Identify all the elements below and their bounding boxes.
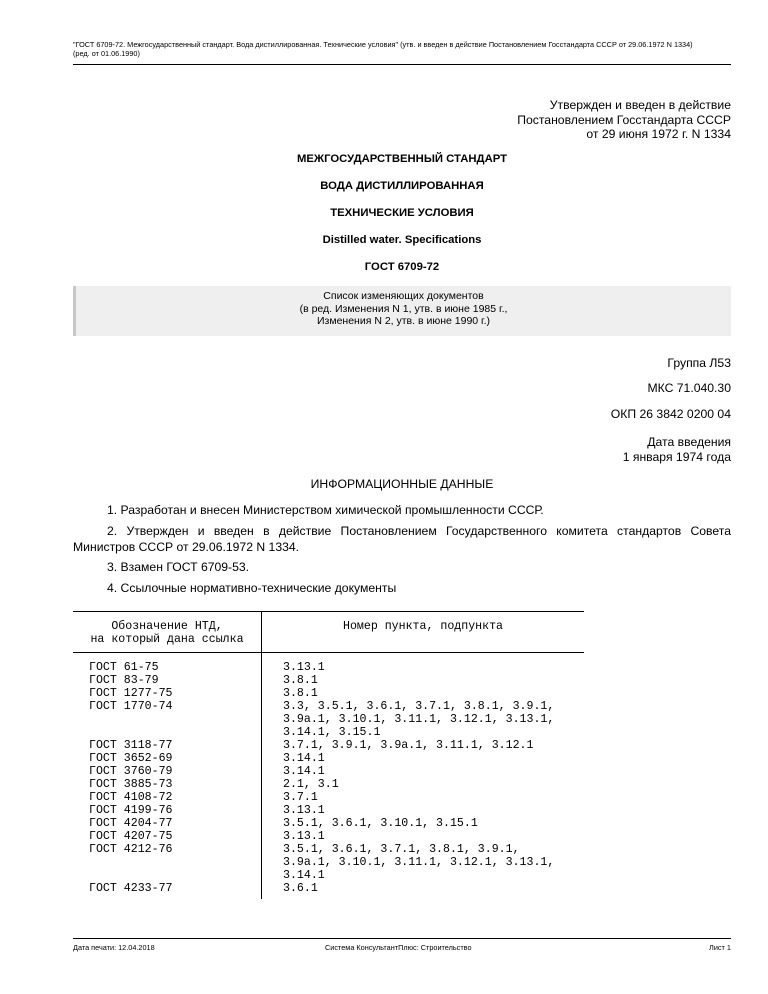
ntd-designation: ГОСТ 61-75 — [89, 661, 159, 674]
approval-line-3: от 29 июня 1972 г. N 1334 — [586, 127, 731, 141]
title-interstate-standard: МЕЖГОСУДАРСТВЕННЫЙ СТАНДАРТ — [296, 153, 508, 165]
clause-numbers: 2.1, 3.1 — [283, 778, 339, 791]
table-header-ntd-line-2: на который дана ссылка — [90, 633, 244, 646]
info-heading: ИНФОРМАЦИОННЫЕ ДАННЫЕ — [310, 477, 494, 491]
info-paragraph-1: 1. Разработан и внесен Министерством химической промышленности СССР. — [107, 503, 544, 517]
ntd-designation: ГОСТ 4233-77 — [89, 882, 173, 895]
ntd-designation: ГОСТ 4207-75 — [89, 830, 173, 843]
ntd-designation: ГОСТ 1770-74 — [89, 700, 173, 713]
mks-code: МКС 71.040.30 — [647, 381, 731, 395]
clause-numbers: 3.13.1 — [283, 661, 325, 674]
document-citation: "ГОСТ 6709-72. Межгосударственный стандарт. Вода дистиллированная. Технические условия" (утв. и введен в действие Постановлением Госстандарта СССР от 29.06.1972 N 1334) (ред. от 01.06.1990) — [73, 40, 693, 58]
clause-numbers: 3.6.1 — [283, 882, 318, 895]
ntd-designation: ГОСТ 3760-79 — [89, 765, 173, 778]
ntd-designation: ГОСТ 3885-73 — [89, 778, 173, 791]
ntd-designation: ГОСТ 3652-69 — [89, 752, 173, 765]
clause-numbers: 3.9a.1, 3.10.1, 3.11.1, 3.12.1, 3.13.1, — [283, 713, 555, 726]
clause-numbers: 3.7.1 — [283, 791, 318, 804]
intro-date: 1 января 1974 года — [622, 450, 731, 464]
approval-line-1: Утвержден и введен в действие — [549, 98, 731, 112]
table-column-divider — [261, 611, 262, 899]
title-conditions: ТЕХНИЧЕСКИЕ УСЛОВИЯ — [330, 207, 474, 219]
info-paragraph-3: 3. Взамен ГОСТ 6709-53. — [107, 560, 250, 574]
clause-numbers: 3.3, 3.5.1, 3.6.1, 3.7.1, 3.8.1, 3.9.1, — [283, 700, 555, 713]
table-header-rule — [73, 652, 584, 653]
title-english: Distilled water. Specifications — [322, 234, 482, 246]
clause-numbers: 3.14.1 — [283, 869, 325, 882]
okp-code: ОКП 26 3842 0200 04 — [610, 407, 731, 421]
ntd-designation: ГОСТ 1277-75 — [89, 687, 173, 700]
group-code: Группа Л53 — [667, 356, 731, 370]
change-list-box — [73, 286, 731, 336]
change-list-item-1: (в ред. Изменения N 1, утв. в июне 1985 г., — [299, 302, 508, 315]
table-top-rule — [73, 611, 584, 612]
table-header-ntd-line-1: Обозначение НТД, — [111, 620, 223, 633]
clause-numbers: 3.8.1 — [283, 687, 318, 700]
info-paragraph-4: 4. Ссылочные нормативно-технические документы — [107, 581, 397, 595]
table-header-ntd — [73, 620, 261, 646]
footer-print-date: Дата печати: 12.04.2018 — [73, 943, 155, 952]
ntd-designation: ГОСТ 3118-77 — [89, 739, 173, 752]
ntd-designation: ГОСТ 83-79 — [89, 674, 159, 687]
footer-divider — [73, 938, 731, 939]
clause-numbers: 3.5.1, 3.6.1, 3.7.1, 3.8.1, 3.9.1, — [283, 843, 520, 856]
table-header-clause: Номер пункта, подпункта — [342, 620, 504, 633]
ntd-designation: ГОСТ 4199-76 — [89, 804, 173, 817]
clause-numbers: 3.14.1 — [283, 752, 325, 765]
ntd-designation: ГОСТ 4204-77 — [89, 817, 173, 830]
approval-line-2: Постановлением Госстандарта СССР — [517, 112, 731, 127]
ntd-designation: ГОСТ 4212-76 — [89, 843, 173, 856]
clause-numbers: 3.13.1 — [283, 830, 325, 843]
clause-numbers: 3.5.1, 3.6.1, 3.10.1, 3.15.1 — [283, 817, 478, 830]
clause-numbers: 3.13.1 — [283, 804, 325, 817]
title-standard-number: ГОСТ 6709-72 — [364, 261, 440, 273]
header-divider — [73, 64, 731, 65]
change-list-item-2: Изменения N 2, утв. в июне 1990 г.) — [317, 315, 490, 327]
clause-numbers: 3.8.1 — [283, 674, 318, 687]
title-subject: ВОДА ДИСТИЛЛИРОВАННАЯ — [320, 180, 484, 192]
footer-sheet: Лист 1 — [709, 943, 731, 952]
clause-numbers: 3.7.1, 3.9.1, 3.9a.1, 3.11.1, 3.12.1 — [283, 739, 534, 752]
info-paragraph-2: 2. Утвержден и введен в действие Постановлением Государственного комитета стандартов Совета Министров СССР от 29.06.1972 N 1334. — [73, 524, 731, 554]
clause-numbers: 3.14.1, 3.15.1 — [283, 726, 381, 739]
approval-block — [331, 98, 731, 142]
intro-date-label: Дата введения — [647, 435, 731, 449]
ntd-designation: ГОСТ 4108-72 — [89, 791, 173, 804]
footer-system: Система КонсультантПлюс: Строительство — [325, 943, 472, 952]
change-list-title: Список изменяющих документов — [323, 290, 484, 302]
clause-numbers: 3.14.1 — [283, 765, 325, 778]
clause-numbers: 3.9a.1, 3.10.1, 3.11.1, 3.12.1, 3.13.1, — [283, 856, 555, 869]
